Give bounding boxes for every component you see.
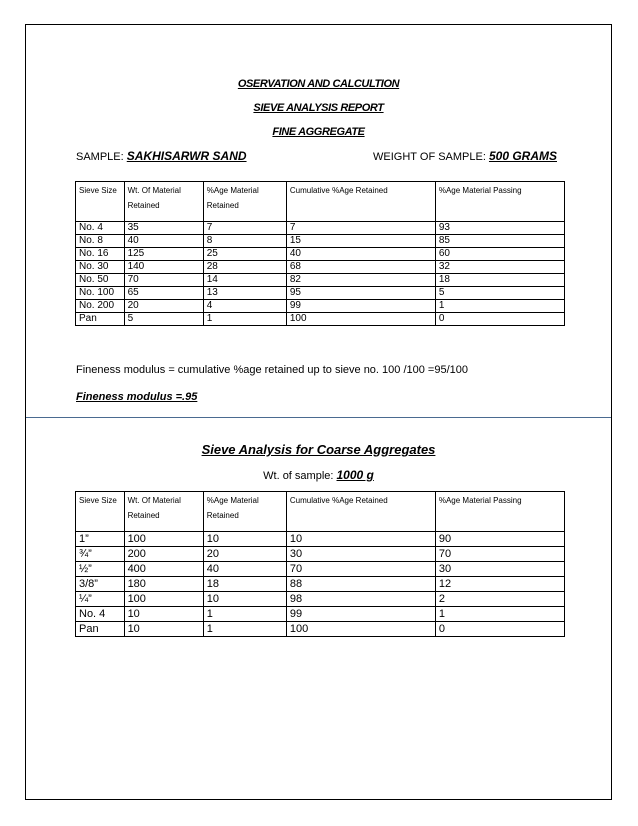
table-cell: 99 <box>286 607 435 622</box>
table-cell: 68 <box>286 261 435 274</box>
section-divider <box>26 417 611 418</box>
table-row <box>76 622 565 637</box>
sample-info <box>76 149 247 163</box>
table-cell: 30 <box>286 547 435 562</box>
table-cell: Pan <box>76 313 125 326</box>
table-cell: 95 <box>286 287 435 300</box>
table-row <box>76 313 565 326</box>
table-cell: 12 <box>435 577 564 592</box>
coarse-weight-label: Wt. of sample: <box>263 470 337 482</box>
sample-label: SAMPLE: <box>76 151 127 163</box>
table-cell: ¼” <box>76 592 125 607</box>
table-cell: 0 <box>435 622 564 637</box>
table-cell: ½” <box>76 562 125 577</box>
table-row <box>76 547 565 562</box>
coarse-title: Sieve Analysis for Coarse Aggregates <box>201 442 436 457</box>
table-cell: 18 <box>203 577 286 592</box>
table-cell: 88 <box>286 577 435 592</box>
table-cell: 70 <box>124 274 203 287</box>
fine-aggregate-table <box>75 181 565 326</box>
table-cell: 1 <box>203 622 286 637</box>
table-row <box>76 248 565 261</box>
table-cell: 1 <box>435 300 564 313</box>
table-cell: 65 <box>124 287 203 300</box>
coarse-weight <box>26 468 611 482</box>
column-header: Cumulative %Age Retained <box>286 182 435 222</box>
table-cell: 10 <box>203 592 286 607</box>
table-row <box>76 261 565 274</box>
table-cell: 3/8” <box>76 577 125 592</box>
sample-value: SAKHISARWR SAND <box>126 149 247 163</box>
table-cell: 85 <box>435 235 564 248</box>
table-row <box>76 222 565 235</box>
table-cell: 70 <box>286 562 435 577</box>
table-cell: No. 16 <box>76 248 125 261</box>
table-cell: 93 <box>435 222 564 235</box>
table-cell: 30 <box>435 562 564 577</box>
table-cell: ¾” <box>76 547 125 562</box>
table-cell: 10 <box>124 607 203 622</box>
table-cell: 7 <box>203 222 286 235</box>
table-cell: 15 <box>286 235 435 248</box>
report-subtitle: SIEVE ANALYSIS REPORT <box>253 102 384 114</box>
table-cell: 180 <box>124 577 203 592</box>
coarse-aggregate-table <box>75 491 565 637</box>
table-cell: 100 <box>286 622 435 637</box>
report-title: OSERVATION AND CALCULTION <box>237 78 400 90</box>
table-cell: No. 4 <box>76 607 125 622</box>
fineness-formula: Fineness modulus = cumulative %age retained up to sieve no. 100 /100 =95/100 <box>76 364 468 376</box>
table-row <box>76 274 565 287</box>
table-cell: 32 <box>435 261 564 274</box>
table-cell: 100 <box>124 592 203 607</box>
column-header: Sieve Size <box>76 492 125 532</box>
table-cell: 1 <box>203 607 286 622</box>
table-cell: 14 <box>203 274 286 287</box>
table-cell: 2 <box>435 592 564 607</box>
table-cell: 99 <box>286 300 435 313</box>
table-row <box>76 532 565 547</box>
table-cell: No. 8 <box>76 235 125 248</box>
table-cell: No. 50 <box>76 274 125 287</box>
report-page <box>25 24 612 800</box>
table-cell: 82 <box>286 274 435 287</box>
table-cell: 18 <box>435 274 564 287</box>
table-cell: 10 <box>203 532 286 547</box>
table-cell: 13 <box>203 287 286 300</box>
table-cell: 1 <box>435 607 564 622</box>
sample-line <box>76 149 557 163</box>
table-cell: 10 <box>124 622 203 637</box>
column-header: Wt. Of Material Retained <box>124 182 203 222</box>
table-cell: No. 4 <box>76 222 125 235</box>
table-cell: 70 <box>435 547 564 562</box>
table-cell: No. 100 <box>76 287 125 300</box>
table-cell: 40 <box>203 562 286 577</box>
table-row <box>76 287 565 300</box>
table-cell: 200 <box>124 547 203 562</box>
table-cell: 140 <box>124 261 203 274</box>
table-cell: Pan <box>76 622 125 637</box>
table-row <box>76 592 565 607</box>
weight-label: WEIGHT OF SAMPLE: <box>373 151 489 163</box>
weight-value: 500 GRAMS <box>488 149 557 163</box>
table-cell: 25 <box>203 248 286 261</box>
column-header: Cumulative %Age Retained <box>286 492 435 532</box>
table-cell: 40 <box>286 248 435 261</box>
table-row <box>76 235 565 248</box>
table-cell: 4 <box>203 300 286 313</box>
table-cell: 5 <box>435 287 564 300</box>
table-cell: 20 <box>203 547 286 562</box>
aggregate-type: FINE AGGREGATE <box>272 126 365 138</box>
table-cell: 35 <box>124 222 203 235</box>
table-row <box>76 607 565 622</box>
table-cell: 20 <box>124 300 203 313</box>
table-cell: 1 <box>203 313 286 326</box>
table-cell: 60 <box>435 248 564 261</box>
column-header: %Age Material Passing <box>435 492 564 532</box>
column-header: Wt. Of Material Retained <box>124 492 203 532</box>
weight-info <box>373 149 557 163</box>
column-header: %Age Material Passing <box>435 182 564 222</box>
table-row <box>76 577 565 592</box>
column-header: Sieve Size <box>76 182 125 222</box>
table-cell: No. 200 <box>76 300 125 313</box>
table-row <box>76 300 565 313</box>
table-cell: 98 <box>286 592 435 607</box>
table-header-row <box>76 182 565 222</box>
table-cell: 1” <box>76 532 125 547</box>
column-header: %Age Material Retained <box>203 492 286 532</box>
table-cell: 40 <box>124 235 203 248</box>
table-cell: No. 30 <box>76 261 125 274</box>
table-cell: 100 <box>286 313 435 326</box>
table-cell: 90 <box>435 532 564 547</box>
table-cell: 5 <box>124 313 203 326</box>
table-row <box>76 562 565 577</box>
table-cell: 400 <box>124 562 203 577</box>
table-cell: 10 <box>286 532 435 547</box>
table-cell: 7 <box>286 222 435 235</box>
table-cell: 125 <box>124 248 203 261</box>
table-cell: 100 <box>124 532 203 547</box>
coarse-weight-value: 1000 g <box>336 468 374 482</box>
fineness-result: Fineness modulus =.95 <box>76 391 198 403</box>
table-cell: 28 <box>203 261 286 274</box>
table-cell: 0 <box>435 313 564 326</box>
table-header-row <box>76 492 565 532</box>
table-cell: 8 <box>203 235 286 248</box>
column-header: %Age Material Retained <box>203 182 286 222</box>
